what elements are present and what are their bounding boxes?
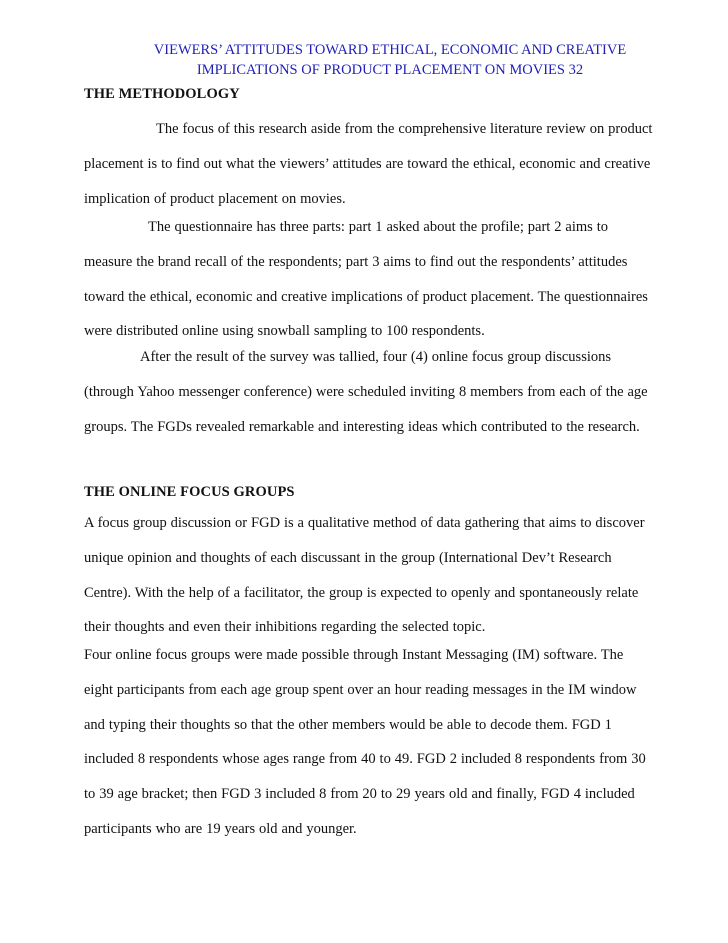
paragraph-line: measure the brand recall of the respondents; part 3 aims to find out the respondents’ attitudes — [84, 253, 628, 270]
paragraph-line: placement is to find out what the viewers’ attitudes are toward the ethical, economic and creative — [84, 155, 651, 172]
paragraph-line: included 8 respondents whose ages range from 40 to 49. FGD 2 included 8 respondents from 30 — [84, 751, 646, 768]
focus-groups-paragraph-1 — [84, 506, 644, 645]
methodology-paragraph-1 — [84, 112, 653, 216]
methodology-paragraph-3 — [84, 340, 648, 444]
paragraph-line: groups. The FGDs revealed remarkable and interesting ideas which contributed to the research. — [84, 418, 640, 435]
paragraph-line: A focus group discussion or FGD is a qualitative method of data gathering that aims to discover — [84, 515, 645, 531]
paragraph-line: unique opinion and thoughts of each discussant in the group (International Dev’t Research — [84, 549, 612, 566]
methodology-heading: THE METHODOLOGY — [84, 86, 240, 102]
paragraph-line: were distributed online using snowball sampling to 100 respondents. — [84, 323, 485, 340]
running-head-line-2: IMPLICATIONS OF PRODUCT PLACEMENT ON MOVIES 32 — [196, 62, 584, 78]
paragraph-line: eight participants from each age group spent over an hour reading messages in the IM window — [84, 681, 637, 698]
paragraph-line: After the result of the survey was tallied, four (4) online focus group discussions — [140, 349, 612, 365]
paragraph-line: The questionnaire has three parts: part 1 asked about the profile; part 2 aims to — [148, 219, 609, 235]
paragraph-line: Four online focus groups were made possible through Instant Messaging (IM) software. The — [84, 647, 624, 663]
paragraph-line: (through Yahoo messenger conference) were scheduled inviting 8 members from each of the age — [84, 383, 648, 400]
methodology-paragraph-2 — [84, 210, 648, 349]
paragraph-line: toward the ethical, economic and creative implications of product placement. The questionnaires — [84, 288, 648, 305]
focus-groups-paragraph-2 — [84, 638, 644, 847]
paragraph-line: their thoughts and even their inhibitions regarding the selected topic. — [84, 619, 486, 636]
online-focus-groups-heading: THE ONLINE FOCUS GROUPS — [84, 484, 295, 500]
paragraph-line: Centre). With the help of a facilitator, the group is expected to openly and spontaneously relate — [84, 584, 639, 601]
paragraph-line: to 39 age bracket; then FGD 3 included 8 from 20 to 29 years old and finally, FGD 4 included — [84, 786, 635, 803]
paragraph-line: and typing their thoughts so that the other members would be able to decode them. FGD 1 — [84, 716, 612, 733]
paragraph-line: participants who are 19 years old and younger. — [84, 820, 357, 837]
running-head-line-1: VIEWERS’ ATTITUDES TOWARD ETHICAL, ECONOMIC AND CREATIVE — [153, 42, 627, 58]
paragraph-line: The focus of this research aside from the comprehensive literature review on product — [156, 121, 653, 137]
paragraph-line: implication of product placement on movies. — [84, 190, 346, 207]
